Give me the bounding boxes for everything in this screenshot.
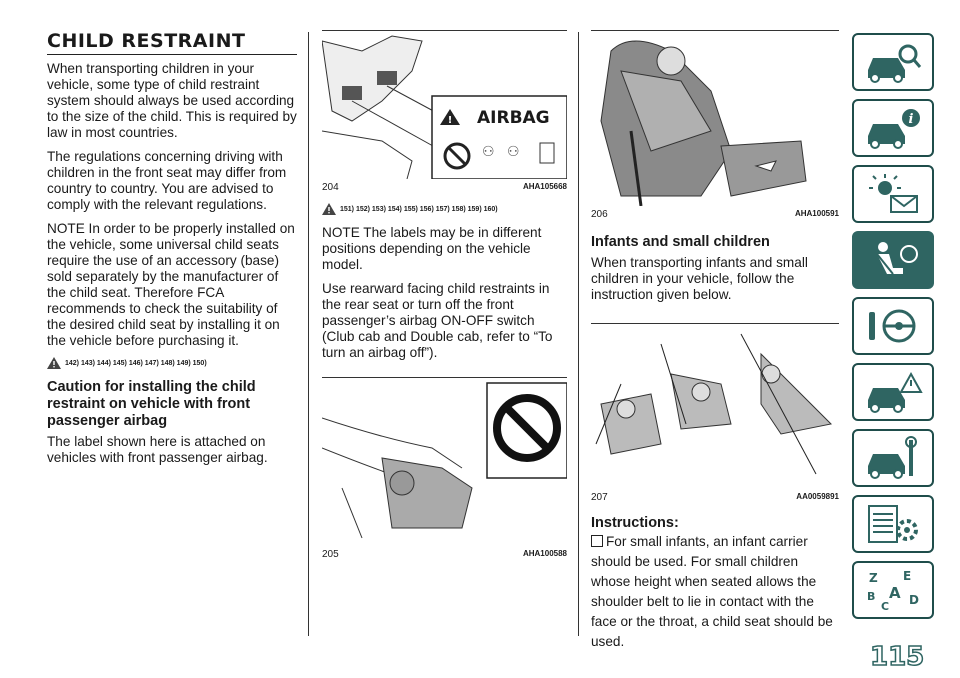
labels-note-paragraph: NOTE The labels may be in different positions depending on the vehicle model. — [322, 225, 542, 272]
section-title: CHILD RESTRAINT — [47, 30, 297, 55]
tab-car-warning[interactable] — [852, 363, 934, 421]
infants-paragraph: When transporting infants and small children in your vehicle, follow the instruction given below. — [591, 255, 808, 302]
tab-car-info[interactable] — [852, 99, 934, 157]
car-tools-icon — [863, 436, 923, 480]
svg-text:D: D — [909, 593, 919, 607]
column-1 — [47, 30, 297, 474]
svg-text:Z: Z — [869, 571, 878, 585]
seat-airbag-icon — [863, 238, 923, 282]
instructions-text: For small infants, an infant carrier should be used. For small children whose height when seated allows the shoulder belt to lie in contact with the face or the throat, a child seat should be used. — [591, 534, 833, 649]
figure-code: AA0059891 — [796, 492, 839, 501]
airbag-text: AIRBAG — [477, 108, 550, 128]
car-search-icon — [863, 40, 923, 84]
figure-number: 206 — [591, 209, 608, 220]
svg-text:E: E — [903, 569, 912, 583]
figure-206 — [591, 30, 839, 206]
warning-triangle-icon — [47, 357, 61, 369]
figure-code: AHA105668 — [522, 182, 567, 191]
car-info-icon — [863, 106, 923, 150]
tab-seat-airbag[interactable] — [852, 231, 934, 289]
alphabet-index-icon — [863, 568, 923, 612]
warning-lights-icon — [863, 172, 923, 216]
rearward-paragraph: Use rearward facing child restraints in the rear seat or turn off the front passenger’s airbag ON-OFF switch (Club cab and Double cab, refer to “To turn an airbag off”). — [322, 281, 553, 360]
figure-caption — [591, 209, 839, 220]
specs-gear-icon — [863, 502, 923, 546]
chapter-tabs — [852, 33, 934, 627]
svg-text:⚇: ⚇ — [507, 143, 520, 159]
column-2 — [322, 30, 567, 560]
steering-key-icon — [863, 304, 923, 348]
figure-number: 204 — [322, 182, 339, 193]
tab-alphabet-index[interactable] — [852, 561, 934, 619]
tab-specs[interactable] — [852, 495, 934, 553]
child-seats-stages-illustration — [591, 324, 839, 489]
infants-heading: Infants and small children — [591, 234, 770, 250]
instructions-paragraph — [591, 532, 839, 652]
tab-car-tools[interactable] — [852, 429, 934, 487]
figure-code: AHA100591 — [794, 209, 839, 218]
figure-207 — [591, 323, 839, 489]
warning-refs — [47, 357, 297, 369]
warning-refs-text: 151) 152) 153) 154) 155) 156) 157) 158) 159) 160) — [340, 205, 498, 213]
figure-caption — [322, 182, 567, 193]
caution-heading: Caution for installing the child restraint on vehicle with front passenger airbag — [47, 379, 256, 429]
warning-refs-text: 142) 143) 144) 145) 146) 147) 148) 149) 150) — [65, 359, 207, 367]
page-number: 115 — [870, 642, 925, 672]
label-paragraph: The label shown here is attached on vehicles with front passenger airbag. — [47, 434, 268, 465]
warning-refs — [322, 203, 567, 215]
rear-facing-seat-illustration — [322, 378, 567, 546]
svg-text:A: A — [889, 584, 901, 602]
column-divider — [308, 32, 309, 636]
tab-car-search[interactable] — [852, 33, 934, 91]
tab-warning-lights[interactable] — [852, 165, 934, 223]
svg-text:!: ! — [447, 115, 453, 126]
svg-text:C: C — [881, 600, 890, 612]
figure-caption — [322, 549, 567, 560]
figure-205 — [322, 377, 567, 546]
column-3 — [591, 30, 839, 660]
note-paragraph: NOTE In order to be properly installed on the vehicle, some universal child seats require the use of an accessory (base) sold separately by the manufacturer of the child seat. Therefore FCA recommends to check the suitability of the desired child seat by installing it on the vehicle before purchasing it. — [47, 221, 295, 348]
warning-triangle-icon — [322, 203, 336, 215]
instructions-heading: Instructions: — [591, 515, 679, 531]
figure-code: AHA100588 — [522, 549, 567, 558]
svg-text:⚇: ⚇ — [482, 143, 495, 159]
intro-paragraph: When transporting children in your vehicle, some type of child restraint system should always be used according to the size of the child. This is required by law in most countries. — [47, 61, 297, 140]
svg-text:B: B — [867, 590, 876, 603]
checkbox-bullet-icon — [591, 535, 603, 547]
figure-204 — [322, 30, 567, 179]
figure-caption — [591, 492, 839, 503]
car-warning-icon — [863, 370, 923, 414]
airbag-label-illustration — [322, 31, 567, 179]
tab-steering-key[interactable] — [852, 297, 934, 355]
figure-number: 205 — [322, 549, 339, 560]
column-divider — [578, 32, 579, 636]
svg-text:i: i — [908, 112, 914, 127]
figure-number: 207 — [591, 492, 608, 503]
child-seat-illustration — [591, 31, 839, 206]
regulations-paragraph: The regulations concerning driving with children in the front seat may differ from country to country. You are advised to comply with the relevant regulations. — [47, 149, 287, 212]
